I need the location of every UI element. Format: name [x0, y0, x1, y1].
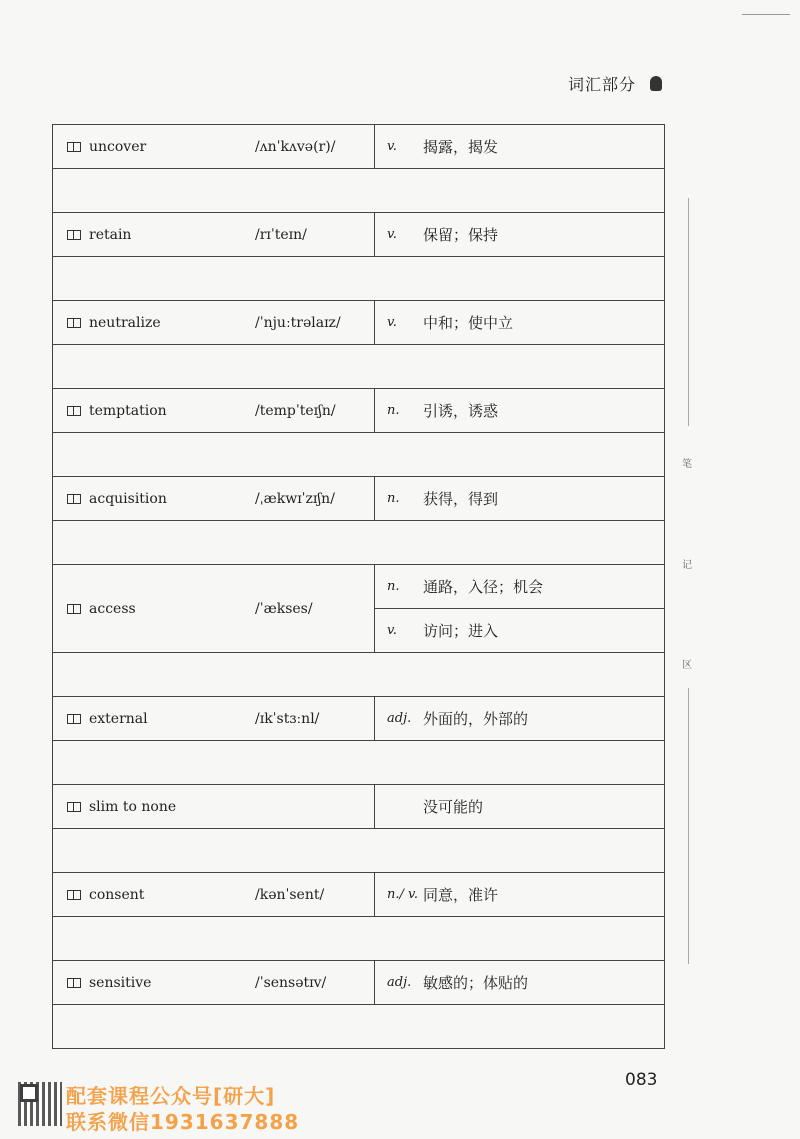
phonetic: /ʌnˈkʌvə(r)/ — [255, 138, 336, 155]
note-row — [53, 344, 664, 388]
qr-code-icon — [18, 1082, 62, 1126]
word: sensitive — [89, 974, 152, 991]
book-icon — [67, 890, 81, 900]
vocab-entry — [53, 696, 664, 784]
phonetic: /ˈnjuːtrəlaɪz/ — [255, 314, 341, 331]
vocab-entry — [53, 388, 664, 476]
note-row — [53, 828, 664, 872]
notes-label-char: 记 — [682, 560, 692, 571]
vocab-entry — [53, 564, 664, 696]
phonetic: /kənˈsent/ — [255, 886, 325, 903]
part-of-speech: n. — [387, 403, 400, 418]
vocab-entry — [53, 212, 664, 300]
word: slim to none — [89, 798, 177, 815]
definition: 保留；保持 — [423, 226, 499, 244]
word: retain — [89, 226, 132, 243]
note-row — [53, 1004, 664, 1048]
note-row — [53, 740, 664, 784]
notes-label-char: 笔 — [682, 459, 692, 470]
definition: 中和；使中立 — [423, 314, 514, 332]
page-number: 083 — [625, 1070, 658, 1090]
part-of-speech: v. — [387, 227, 397, 242]
promo-line-1: 配套课程公众号[研大] — [66, 1084, 276, 1108]
part-of-speech: v. — [387, 315, 397, 330]
notes-margin-line — [688, 688, 689, 964]
section-title: 词汇部分 — [568, 75, 637, 94]
definition: 敏感的；体贴的 — [423, 974, 529, 992]
phonetic: /ɪkˈstɜːnl/ — [255, 710, 320, 727]
promo-line-2: 联系微信1931637888 — [66, 1110, 300, 1134]
book-icon — [67, 142, 81, 152]
word: neutralize — [89, 314, 161, 331]
word: acquisition — [89, 490, 167, 507]
definition: 没可能的 — [423, 798, 484, 816]
word: external — [89, 710, 148, 727]
part-of-speech: n. — [387, 579, 400, 594]
note-row — [53, 520, 664, 564]
part-of-speech: adj. — [387, 975, 412, 990]
book-icon — [67, 494, 81, 504]
vocab-entry — [53, 476, 664, 564]
phonetic: /rɪˈteɪn/ — [255, 226, 307, 243]
word: uncover — [89, 138, 147, 155]
phonetic: /ˈækses/ — [255, 600, 313, 617]
part-of-speech: n./ v. — [387, 887, 418, 902]
vocab-entry — [53, 872, 664, 960]
definition: 外面的，外部的 — [423, 710, 529, 728]
phonetic: /ˌækwɪˈzɪʃn/ — [255, 490, 335, 507]
book-icon — [67, 230, 81, 240]
definition: 获得，得到 — [423, 490, 499, 508]
note-row — [53, 256, 664, 300]
note-row — [53, 432, 664, 476]
book-icon — [67, 802, 81, 812]
vocab-entry — [53, 960, 664, 1048]
notes-margin-line — [688, 198, 689, 426]
part-of-speech: v. — [387, 623, 397, 638]
note-row — [53, 916, 664, 960]
book-icon — [67, 604, 81, 614]
book-icon — [67, 714, 81, 724]
vocab-table — [52, 124, 665, 1049]
book-icon — [67, 978, 81, 988]
definition: 访问；进入 — [423, 622, 499, 640]
phonetic: /ˈsensətɪv/ — [255, 974, 327, 991]
part-of-speech: adj. — [387, 711, 412, 726]
notes-label-char: 区 — [682, 660, 692, 671]
part-of-speech: v. — [387, 139, 397, 154]
vocab-entry — [53, 784, 664, 872]
word: temptation — [89, 402, 167, 419]
book-icon — [67, 318, 81, 328]
phonetic: /tempˈteɪʃn/ — [255, 402, 336, 419]
section-badge-icon — [650, 76, 662, 91]
book-icon — [67, 406, 81, 416]
definition: 同意，准许 — [423, 886, 499, 904]
definition: 引诱，诱惑 — [423, 402, 499, 420]
word: consent — [89, 886, 145, 903]
note-row — [53, 652, 664, 696]
part-of-speech: n. — [387, 491, 400, 506]
top-rule — [742, 14, 790, 15]
note-row — [53, 168, 664, 212]
definition: 通路，入径；机会 — [423, 578, 544, 596]
definition: 揭露，揭发 — [423, 138, 499, 156]
vocab-entry — [53, 124, 664, 212]
vocab-entry — [53, 300, 664, 388]
word: access — [89, 600, 136, 617]
